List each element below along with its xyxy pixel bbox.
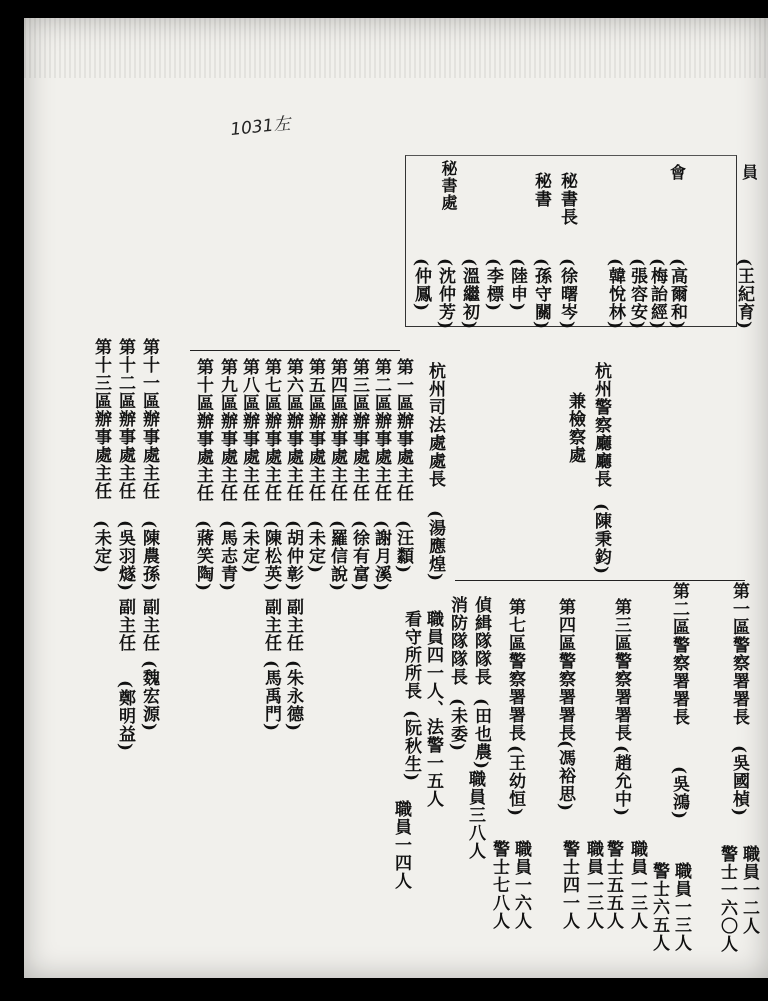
member-1: (高爾和) [667, 258, 687, 331]
secretary-general-title: 秘書長 [557, 172, 577, 226]
scan-noise [24, 18, 768, 78]
jd11-deputy-title: 副主任 [139, 598, 159, 652]
jd10-title: 第十區辦事處主任 [193, 358, 213, 502]
jd12-deputy-name: (鄭明益) [115, 680, 135, 753]
mishuchu-heading: 秘書處 [439, 160, 458, 211]
jd13-title: 第十三區辦事處主任 [91, 338, 111, 500]
member-partial: (王紀育) [734, 258, 754, 331]
secretary-name-3: (李標) [483, 258, 503, 313]
jd4-title: 第四區辦事處主任 [327, 358, 347, 502]
district4-police: 警士四一人 [559, 840, 579, 930]
judicial-head-title: 杭州司法處處長 [425, 362, 445, 488]
jd8-title: 第八區辦事處主任 [239, 358, 259, 502]
district4-head: 第四區警察署署長 [555, 598, 575, 742]
jd9-title: 第九區辦事處主任 [217, 358, 237, 502]
fire-head: 消防隊隊長 [447, 596, 467, 686]
jd2-title: 第二區辦事處主任 [371, 358, 391, 502]
district1-name: (吳國楨) [729, 745, 749, 818]
judicial-branch-line [190, 350, 400, 351]
jd12-name: (吳羽燧) [115, 520, 135, 593]
district7-name: (王幼恒) [505, 745, 525, 818]
secretary-name-5: (沈仲芳) [435, 258, 455, 331]
hui-heading: 會 [670, 163, 687, 182]
district1-staff: 職員一二人 [739, 845, 759, 935]
member-3: (張容安) [627, 258, 647, 331]
district3-head: 第三區警察署署長 [611, 598, 631, 742]
district2-name: (吳鴻) [669, 766, 689, 821]
district3-police: 警士五五人 [603, 840, 623, 930]
detective-staff: 職員三八人 [465, 770, 485, 860]
police-bureau-title: 杭州警察廳廳長 [591, 362, 611, 488]
district7-police: 警士七八人 [489, 840, 509, 930]
district4-staff: 職員一三人 [583, 840, 603, 930]
jd6-name: (胡仲彰) [283, 520, 303, 593]
district2-police: 警士六五人 [649, 862, 669, 952]
jail-staff: 職員一四人 [391, 800, 411, 890]
jd7-deputy-name: (馬禹門) [261, 660, 281, 733]
police-branch-line [455, 580, 745, 581]
district4-name: (馮裕思) [555, 740, 575, 813]
jd6-deputy-title: 副主任 [283, 598, 303, 652]
jd1-name: (汪纇) [393, 520, 413, 575]
jd3-name: (徐有富) [349, 520, 369, 593]
fire-name: (未委) [447, 698, 467, 753]
secretary-name-2: (陸申) [507, 258, 527, 313]
jd11-name: (陳農孫) [139, 520, 159, 593]
yuan-heading: 員 [742, 163, 759, 182]
jd7-title: 第七區辦事處主任 [261, 358, 281, 502]
jd9-name: (馬志青) [217, 520, 237, 593]
jd12-deputy-title: 副主任 [115, 598, 135, 652]
office-staff: 職員四一人、法警一五人 [423, 610, 443, 808]
jd1-title: 第一區辦事處主任 [393, 358, 413, 502]
district3-staff: 職員一三人 [627, 840, 647, 930]
jd12-title: 第十二區辦事處主任 [115, 338, 135, 500]
member-4: (韓悅林) [605, 258, 625, 331]
secretary-name-4: (溫繼初) [459, 258, 479, 331]
district2-head: 第二區警察署署長 [669, 582, 689, 726]
secretary-title: 秘書 [531, 172, 551, 208]
judicial-head-name: (湯應煌) [425, 510, 445, 583]
jd10-name: (蔣笑陶) [193, 520, 213, 593]
jail-name: (阮秋生) [401, 710, 421, 783]
procurator-office: 兼檢察處 [565, 392, 585, 464]
secretary-name-1: (孫守關) [531, 258, 551, 331]
jd4-name: (羅信說) [327, 520, 347, 593]
police-bureau-name: (陳秉鈞) [591, 503, 611, 576]
detective-head: 偵緝隊隊長 [471, 596, 491, 686]
jd6-title: 第六區辦事處主任 [283, 358, 303, 502]
jd3-title: 第三區辦事處主任 [349, 358, 369, 502]
detective-name: (田也農) [471, 698, 491, 771]
jd7-deputy-title: 副主任 [261, 598, 281, 652]
jd8-name: (未定) [239, 520, 259, 575]
district1-police: 警士一六〇人 [717, 845, 737, 953]
jd11-deputy-name: (魏宏源) [139, 660, 159, 733]
member-2: (梅詒經) [647, 258, 667, 331]
district7-head: 第七區警察署署長 [505, 598, 525, 742]
district2-staff: 職員一三人 [671, 862, 691, 952]
jd2-name: (謝月溪) [371, 520, 391, 593]
jd5-name: (未定) [305, 520, 325, 575]
jd11-title: 第十一區辦事處主任 [139, 338, 159, 500]
jail-head: 看守所所長 [401, 610, 421, 700]
jd7-name: (陳松英) [261, 520, 281, 593]
district1-head: 第一區警察署署長 [729, 582, 749, 726]
handwritten-note: 1031左 [229, 113, 292, 141]
secretary-name-6: (仲鳳) [411, 258, 431, 313]
district7-staff: 職員一六人 [511, 840, 531, 930]
jd6-deputy-name: (朱永德) [283, 660, 303, 733]
district3-name: (趙允中) [611, 745, 631, 818]
secretary-general-name: (徐曙岑) [557, 258, 577, 331]
jd5-title: 第五區辦事處主任 [305, 358, 325, 502]
jd13-name: (未定) [91, 520, 111, 575]
